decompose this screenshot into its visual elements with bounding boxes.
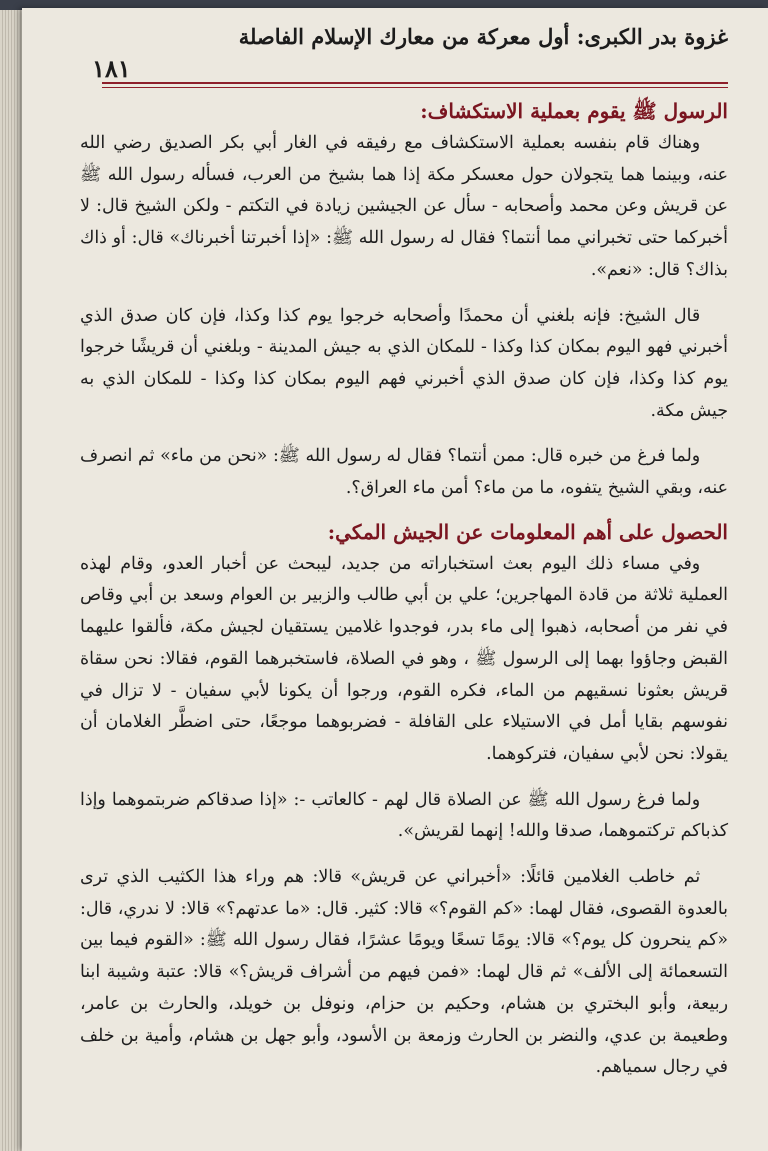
paragraph: ثم خاطب الغلامين قائلًا: «أخبراني عن قريش» قالا: هم وراء هذا الكثيب الذي ترى بالعدوة القصوى، فقال لهما: «كم القوم؟» قالا: كثير. قال: «ما عدتهم؟» قالا: لا ندري، قال: «كم ينحرون كل يوم؟» قالا: يومًا تسعًا ويومًا عشرًا، فقال رسول الله ﷺ: «القوم فيما بين التسعمائة إلى الألف» ثم قال لهما: «فمن فيهم من أشراف قريش؟» قالا: عتبة وشيبة ابنا ربيعة، وأبو البختري بن هشام، وحكيم بن حزام، ونوفل بن خويلد، والحارث بن عامر، وطعيمة بن عدي، والنضر بن الحارث وزمعة بن الأسود، وأبو جهل بن هشام، وأمية بن خلف في رجال سمياهم. — [80, 867, 728, 1078]
paragraph: قال الشيخ: فإنه بلغني أن محمدًا وأصحابه خرجوا يوم كذا وكذا، فإن كان صدق الذي أخبرني فهو اليوم بمكان كذا وكذا - للمكان الذي به جيش المدينة - وبلغني أن قريشًا خرجوا يوم كذا وكذا، فإن كان صدق الذي أخبرني فهم اليوم بمكان كذا وكذا - للمكان الذي به جيش مكة. — [80, 305, 728, 421]
book-page — [22, 8, 768, 1151]
header-rule — [102, 82, 728, 84]
section-heading-reconnaissance: الرسول ﷺ يقوم بعملية الاستكشاف: — [420, 99, 728, 123]
page-body — [80, 94, 728, 1084]
paragraph: وفي مساء ذلك اليوم بعث استخباراته من جديد، ليبحث عن أخبار العدو، وقام لهذه العملية ثلاثة من قادة المهاجرين؛ علي بن أبي طالب والزبير بن العوام وسعد بن أبي وقاص في نفر من أصحابه، ذهبوا إلى ماء بدر، فوجدوا غلامين يستقيان لجيش مكة، فألقوا عليهما القبض وجاؤوا بهما إلى الرسول ﷺ ، وهو في الصلاة، فاستخبرهما القوم، فقالا: نحن سقاة قريش بعثونا نسقيهم من الماء، فكره القوم، ورجوا أن يكونا لأبي سفيان - لا تزال في نفوسهم بقايا أمل في الاستيلاء على القافلة - فضربوهما موجعًا، حتى اضطَّر الغلامان أن يقولا: نحن لأبي سفيان، فتركوهما. — [80, 553, 728, 764]
page-number: ١٨١ — [92, 54, 131, 83]
page-header — [92, 24, 728, 88]
running-title: غزوة بدر الكبرى: أول معركة من معارك الإسلام الفاصلة — [238, 24, 728, 49]
paragraph: ولما فرغ من خبره قال: ممن أنتما؟ فقال له رسول الله ﷺ: «نحن من ماء» ثم انصرف عنه، وبقي الشيخ يتفوه، ما من ماء؟ أمن ماء العراق؟. — [80, 446, 728, 499]
paragraph: وهناك قام بنفسه بعملية الاستكشاف مع رفيقه في الغار أبي بكر الصديق رضي الله عنه، وبينما هما يتجولان حول معسكر مكة إذا هما بشيخ من العرب، فسأله رسول الله ﷺ عن قريش وعن محمد وأصحابه - سأل عن الجيشين زيادة في التكتم - ولكن الشيخ قال: لا أخبركما حتى تخبراني مما أنتما؟ فقال له رسول الله ﷺ: «إذا أخبرتنا أخبرناك» قال: أو ذاك بذاك؟ قال: «نعم». — [80, 133, 728, 280]
section-heading-intelligence: الحصول على أهم المعلومات عن الجيش المكي: — [327, 519, 728, 544]
paragraph: ولما فرغ رسول الله ﷺ عن الصلاة قال لهم - كالعاتب -: «إذا صدقاكم ضربتموهما وإذا كذباكم تركتموهما، صدقا والله! إنهما لقريش». — [80, 789, 728, 842]
header-rule-thin — [102, 87, 728, 88]
